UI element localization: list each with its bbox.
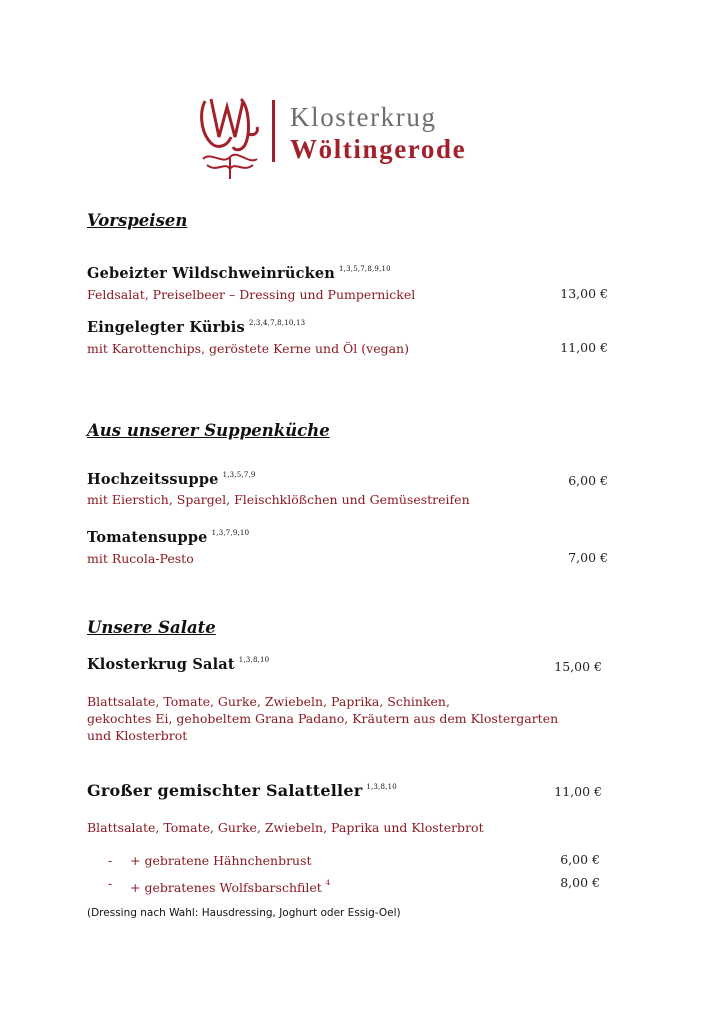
addon-label: + gebratene Hähnchenbrust: [130, 853, 312, 868]
item-price: 11,00 €: [554, 784, 602, 799]
allergens: 1,3,8,10: [238, 656, 270, 664]
item-price: 11,00 €: [560, 340, 608, 355]
item-price: 15,00 €: [554, 659, 602, 674]
item-desc-line: und Klosterbrot: [87, 728, 188, 743]
item-desc-line: Blattsalate, Tomate, Gurke, Zwiebeln, Paprika, Schinken,: [87, 694, 450, 709]
item-name-text: Eingelegter Kürbis: [87, 319, 245, 336]
item-price: 7,00 €: [568, 550, 608, 565]
item-name: [87, 265, 391, 282]
item-name: [87, 656, 269, 673]
item-name-text: Gebeizter Wildschweinrücken: [87, 265, 336, 282]
item-desc: mit Karottenchips, geröstete Kerne und Öl (vegan): [87, 341, 409, 356]
dressing-note: (Dressing nach Wahl: Hausdressing, Joghurt oder Essig-Oel): [87, 907, 401, 919]
section-title-vorspeisen: Vorspeisen: [87, 211, 188, 230]
section-title-suppen: Aus unserer Suppenküche: [87, 421, 330, 440]
item-name: [87, 471, 256, 488]
allergens: 4: [325, 879, 331, 887]
section-title-salate: Unsere Salate: [87, 618, 216, 637]
item-name: [87, 529, 249, 546]
logo-monogram-icon: [197, 93, 263, 181]
allergens: 1,3,8,10: [366, 783, 397, 791]
logo-line2: Wöltingerode: [290, 134, 467, 164]
item-price: 13,00 €: [560, 286, 608, 301]
item-name-text: Hochzeitssuppe: [87, 471, 219, 488]
item-name: [87, 319, 305, 336]
item-desc-line: gekochtes Ei, gehobeltem Grana Padano, Kräutern aus dem Klostergarten: [87, 711, 559, 726]
item-desc: mit Rucola-Pesto: [87, 551, 194, 566]
item-name-text: Großer gemischter Salatteller: [87, 781, 363, 800]
item-desc: Feldsalat, Preiselbeer – Dressing und Pumpernickel: [87, 287, 416, 302]
item-desc: mit Eierstich, Spargel, Fleischklößchen und Gemüsestreifen: [87, 492, 470, 507]
addon-bullet: -: [108, 853, 113, 868]
item-desc: Blattsalate, Tomate, Gurke, Zwiebeln, Paprika und Klosterbrot: [87, 820, 484, 835]
addon-price: 8,00 €: [560, 875, 600, 890]
item-price: 6,00 €: [568, 473, 608, 488]
allergens: 1,3,5,7,9: [222, 471, 256, 479]
logo-line1: Klosterkrug: [290, 102, 437, 132]
addon-bullet: -: [108, 876, 113, 891]
addon-label: [130, 875, 330, 896]
allergens: 1,3,7,9,10: [211, 529, 250, 537]
item-name-text: Tomatensuppe: [87, 529, 208, 546]
allergens: 2,3,4,7,8,10,13: [248, 319, 306, 327]
addon-label-text: + gebratenes Wolfsbarschfilet: [130, 880, 322, 895]
logo-divider: [272, 100, 275, 162]
addon-price: 6,00 €: [560, 852, 600, 867]
item-name-text: Klosterkrug Salat: [87, 656, 235, 673]
item-name: [87, 781, 397, 800]
allergens: 1,3,5,7,8,9,10: [339, 265, 391, 273]
